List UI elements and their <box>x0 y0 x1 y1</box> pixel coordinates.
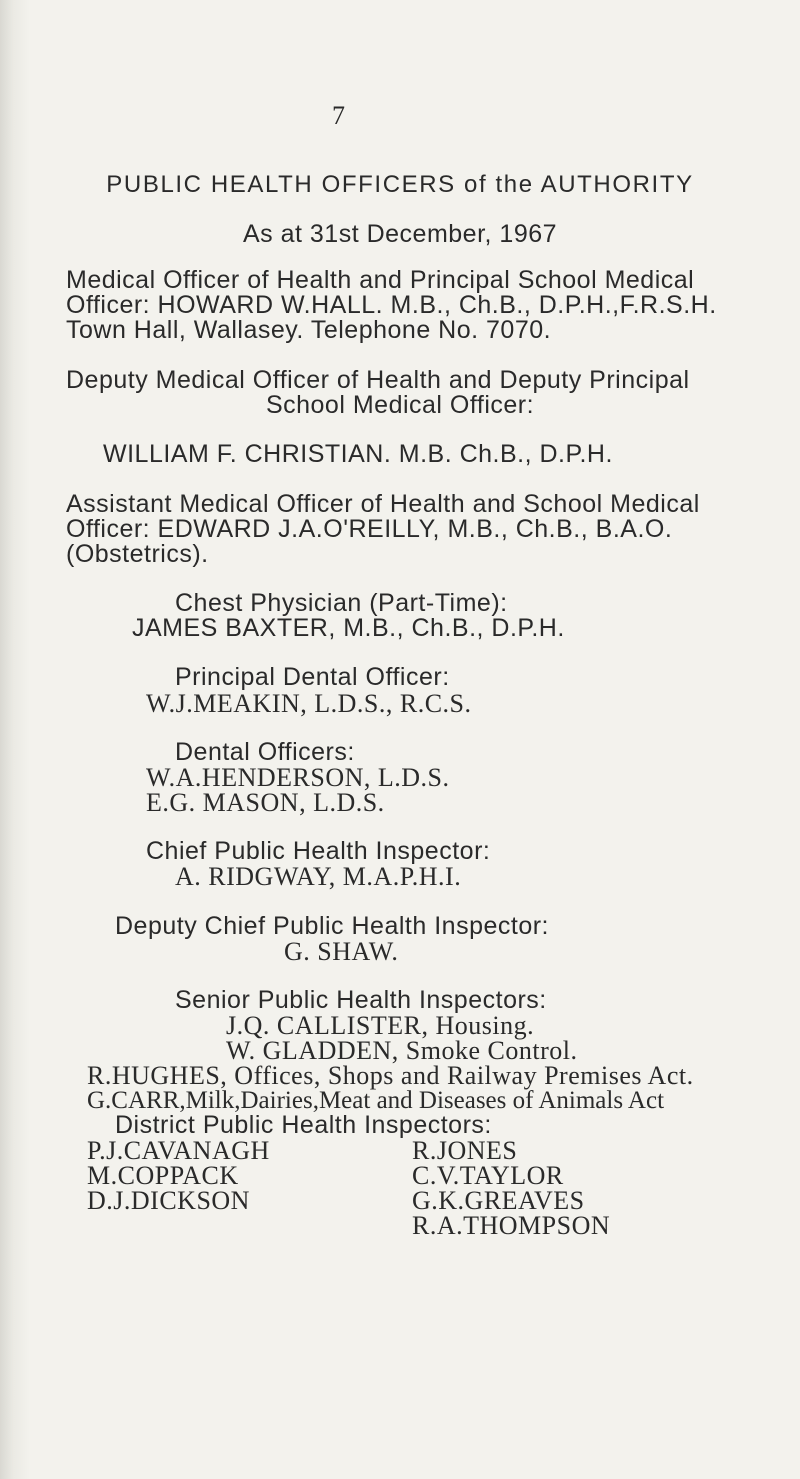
principal-dental-heading: Principal Dental Officer: <box>175 663 450 691</box>
assistant-moh-line-1: Assistant Medical Officer of Health and School Medical <box>66 490 700 518</box>
chest-physician-heading: Chest Physician (Part-Time): <box>175 589 508 617</box>
district-phi-name: G.K.GREAVES <box>412 1186 585 1215</box>
moh-line-3: Town Hall, Wallasey. Telephone No. 7070. <box>66 316 552 344</box>
chief-phi-heading: Chief Public Health Inspector: <box>146 837 491 865</box>
chest-physician-name: JAMES BAXTER, M.B., Ch.B., D.P.H. <box>132 614 565 642</box>
senior-phi-heading: Senior Public Health Inspectors: <box>175 986 547 1014</box>
assistant-moh-line-2: Officer: EDWARD J.A.O'REILLY, M.B., Ch.B., B.A.O. <box>66 515 673 543</box>
deputy-moh-name: WILLIAM F. CHRISTIAN. M.B. Ch.B., D.P.H. <box>103 440 613 468</box>
senior-phi-line: G.CARR,Milk,Dairies,Meat and Diseases of Animals Act <box>87 1087 665 1114</box>
district-phi-name: R.A.THOMPSON <box>412 1211 611 1240</box>
date-line: As at 31st December, 1967 <box>242 220 558 248</box>
district-phi-name: R.JONES <box>412 1136 518 1165</box>
page-title: PUBLIC HEALTH OFFICERS of the AUTHORITY <box>106 171 694 198</box>
district-phi-name: D.J.DICKSON <box>87 1186 250 1215</box>
deputy-moh-line-2: School Medical Officer: <box>265 391 535 419</box>
dental-officer-name: W.A.HENDERSON, L.D.S. <box>146 763 450 792</box>
deputy-chief-phi-name: G. SHAW. <box>284 937 399 966</box>
deputy-moh-line-1: Deputy Medical Officer of Health and Deputy Principal <box>66 366 690 394</box>
district-phi-heading: District Public Health Inspectors: <box>115 1111 492 1139</box>
principal-dental-name: W.J.MEAKIN, L.D.S., R.C.S. <box>146 689 472 718</box>
chief-phi-name: A. RIDGWAY, M.A.P.H.I. <box>175 862 462 891</box>
moh-line-1: Medical Officer of Health and Principal School Medical <box>66 266 695 294</box>
moh-line-2: Officer: HOWARD W.HALL. M.B., Ch.B., D.P.H.,F.R.S.H. <box>66 291 717 319</box>
deputy-chief-phi-heading: Deputy Chief Public Health Inspector: <box>115 912 549 940</box>
senior-phi-line: J.Q. CALLISTER, Housing. <box>226 1011 535 1040</box>
senior-phi-line: W. GLADDEN, Smoke Control. <box>226 1036 578 1065</box>
district-phi-name: P.J.CAVANAGH <box>87 1136 270 1165</box>
district-phi-name: M.COPPACK <box>87 1161 239 1190</box>
dental-officers-heading: Dental Officers: <box>175 738 355 766</box>
page-number: 7 <box>332 101 346 130</box>
assistant-moh-line-3: (Obstetrics). <box>66 540 209 568</box>
district-phi-name: C.V.TAYLOR <box>412 1161 564 1190</box>
senior-phi-line: R.HUGHES, Offices, Shops and Railway Premises Act. <box>87 1061 694 1090</box>
dental-officer-name: E.G. MASON, L.D.S. <box>146 788 385 817</box>
